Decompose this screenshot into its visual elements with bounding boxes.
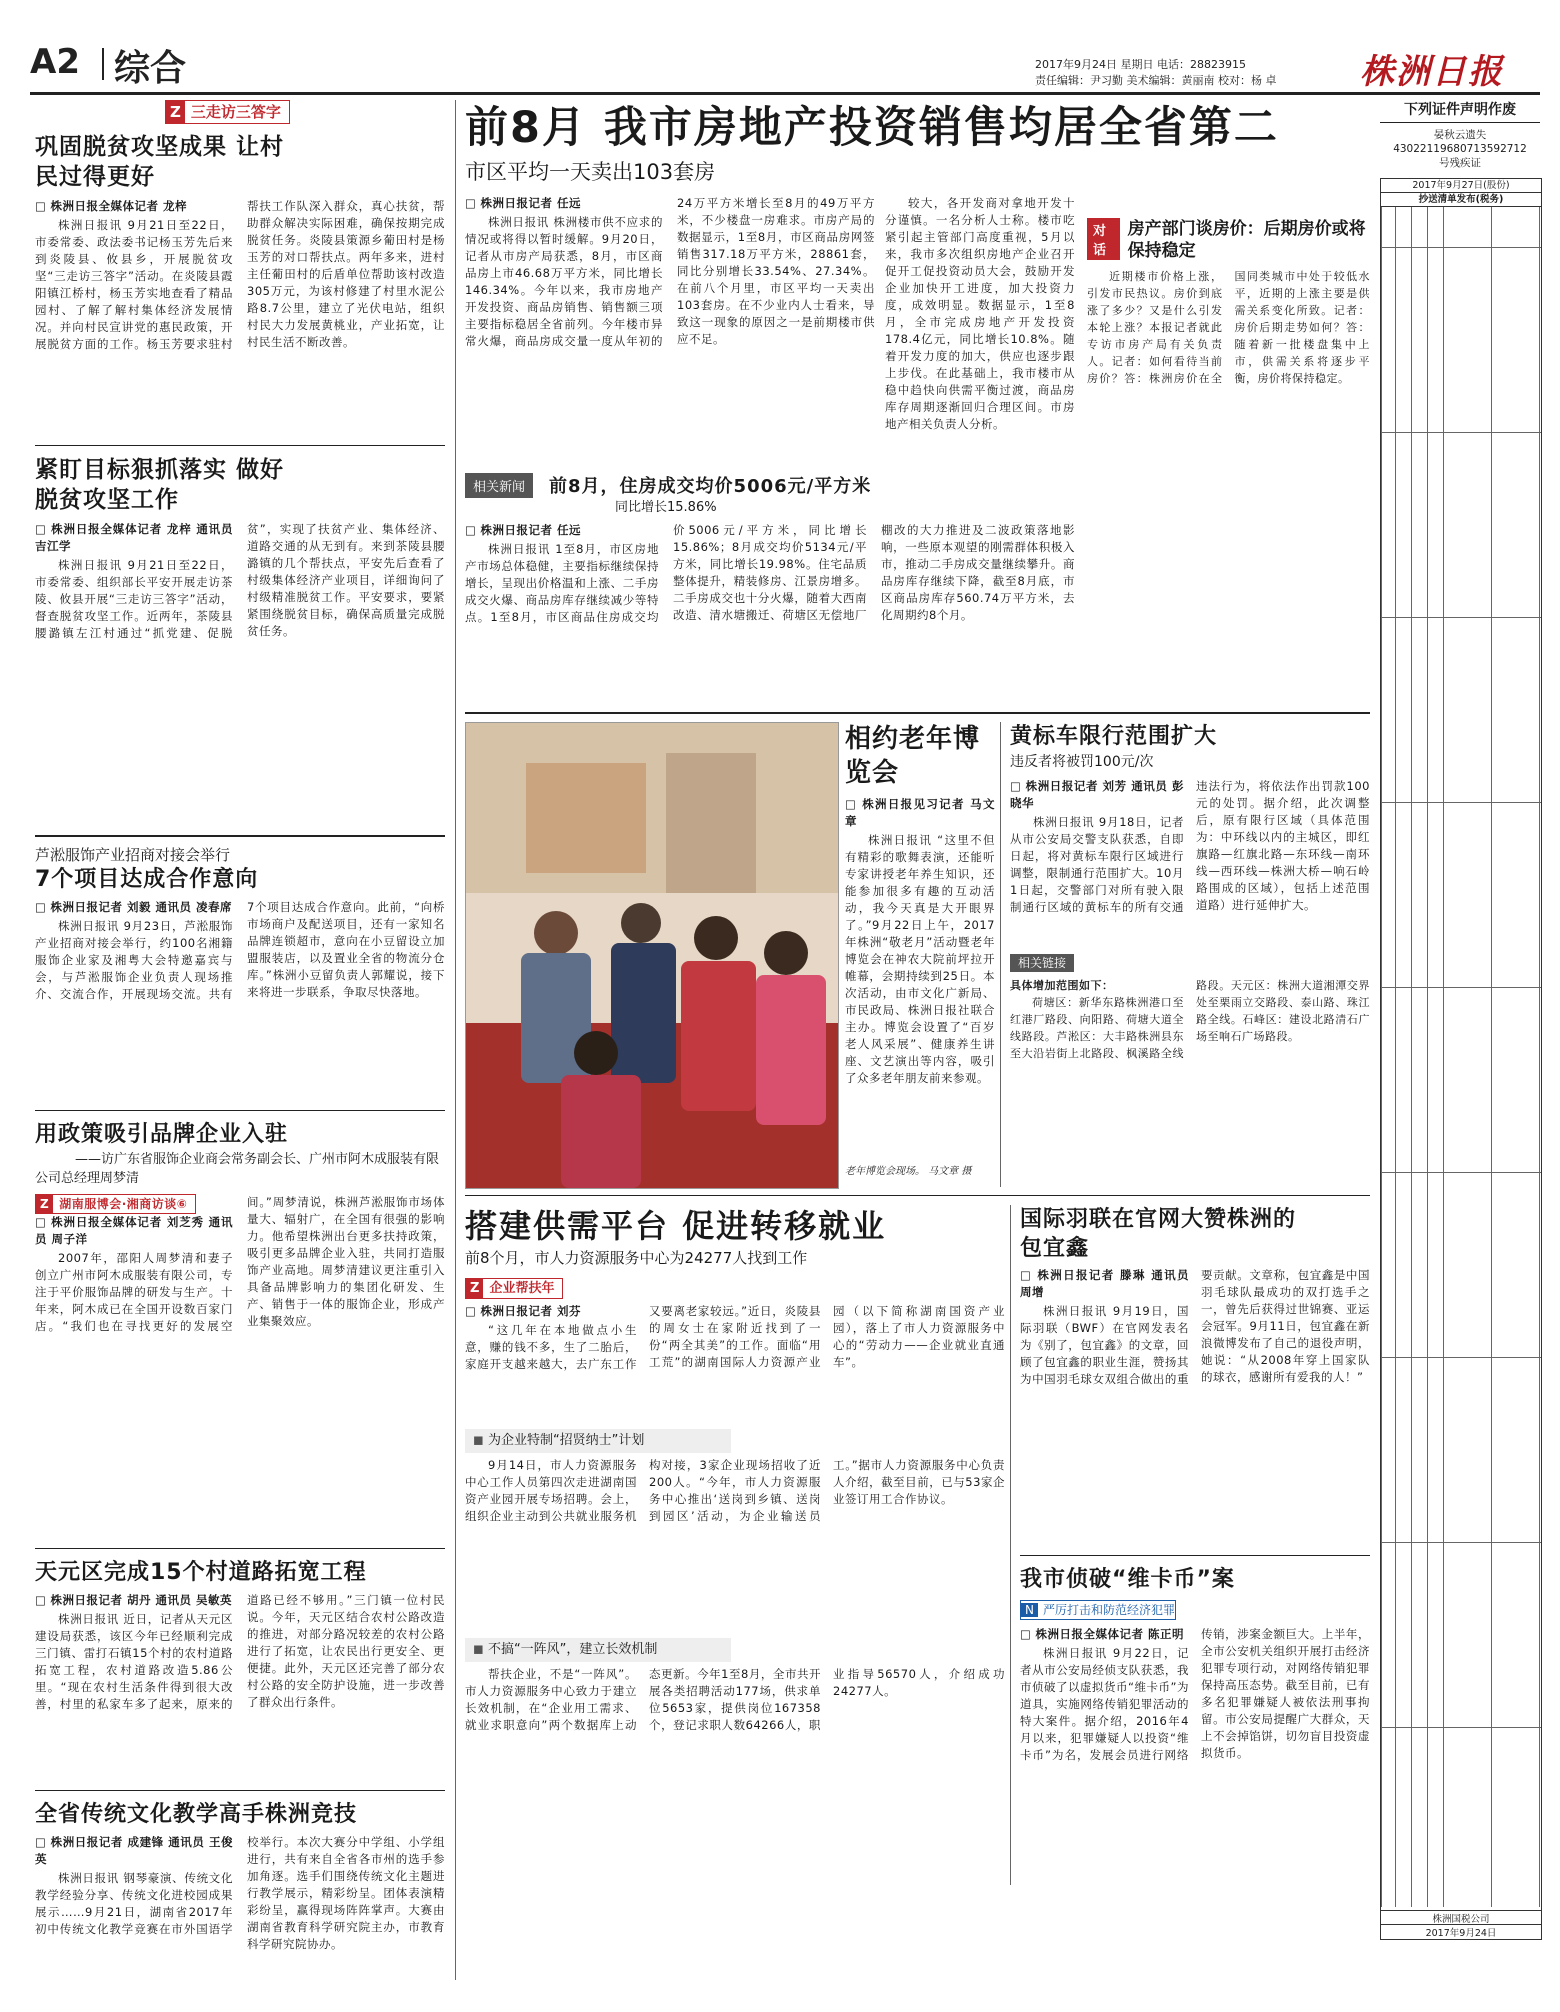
table-grid-line [1411,207,1412,1907]
article-jobs: 搭建供需平台 促进转移就业 前8个月，市人力资源服务中心为24277人找到工作 Z 企业帮扶年 □ 株洲日报记者 刘芬 “这几年在本地做点小生意，赚的钱不多，生了二胎后，家庭开支越来越大，去广东工作又要离老家较远。”近日，炎陵县的周女士在家附近找到了一份“两全其美”的工作。面临“用工荒”的湖南国际人力资源产业园（以下简称湖南国资产业园），落上了市人力资源服务中心的“劳动力——企业就业直通车”。 ◼ 为企业特制“招贤纳士”计划 9月14日，市人力资源服务中心工作人员第四次走进湖南国资产业园开展专场招聘。会上，组织企业主动到公共就业服务机构对接，3家企业现场招收了近200人。“今年，市人力资源服务中心推出‘送岗到乡镇、送岗到园区’活动，为企业输送员工。”据市人力资源服务中心负责人介绍，截至目前，已与53家企业签订用工合作协议。 ◼ 不搞“一阵风”，建立长效机制 帮扶企业，不是“一阵风”。市人力资源服务中心致力于建立长效机制，在“企业用工需求、就业求职意向”两个数据库上动态更新。今年1至8月，全市共开展各类招聘活动177场，供求单位5653家，提供岗位167358个，登记求职人数64266人，职业指导56570人，介绍成功24277人。 [465,1205,1005,1885]
table-grid-line [1381,1172,1541,1173]
related-sub: 同比增长15.86% [615,500,717,515]
right-sidebar [1380,100,1540,1980]
headline: 搭建供需平台 促进转移就业 [465,1207,887,1245]
header-rule [30,92,1540,95]
column-tag: Z 企业帮扶年 [465,1278,563,1299]
table-footer: 株洲国税公司 [1381,1910,1541,1925]
news-photo [465,722,839,1189]
table-heading: 抄送清单发布(税务) [1381,193,1541,207]
table-date: 2017年9月27日(股份) [1381,179,1541,193]
page-number: A2 [30,42,80,82]
jobs-sub1: ◼ 为企业特制“招贤纳士”计划 [465,1429,731,1453]
table-grid-line [1381,1357,1541,1358]
column-tag: Z 湖南服博会·湘商访谈⑥ [35,1194,196,1214]
bullet-icon: ◼ [473,1433,484,1448]
notice-body: 晏秋云遗失 43022119680713592712 号残疾证 [1393,129,1527,169]
notice-table [1380,178,1542,1940]
photo-story-body: 株洲日报讯 “这里不但有精彩的歌舞表演，还能听专家讲授老年养生知识，还能参加很多有趣的互动活动，我今天真是大开眼界了。”9月22日上午，2017年株洲“敬老月”活动暨老年博览会在神农大院前坪拉开帷幕，会期持续到25日。本次活动，由市文化广新局、市民政局、株洲日报社联合主办。博览会设置了“百岁老人风采展”、健康养生讲座、文艺演出等内容，吸引了众多老年朋友前来参观。 [845,833,995,1085]
article-body: 株洲日报讯 近日，记者从天元区建设局获悉，该区今年已经顺利完成三门镇、雷打石镇15个村的农村道路拓宽工程，农村道路改造5.86公里。“现在农村生活条件得到很大改善，村里的私家车多了起来，原来的道路已经不够用。”三门镇一位村民说。今年，天元区结合农村公路改造的推进，对部分路况较差的农村公路进行了拓宽，让农民出行更安全、更便捷。此外，天元区还完善了部分农村公路的安全防护设施，进一步改善了群众出行条件。 [35,1593,445,1711]
subheadline: 前8个月，市人力资源服务中心为24277人找到工作 [465,1249,808,1267]
editors-line: 责任编辑：尹习勤 美术编辑：黄丽南 校对：杨 卓 [1035,74,1277,87]
table-grid-line [1381,1542,1541,1543]
column-tag: Z 三走访三答字 [165,100,290,124]
table-grid-line [1381,432,1541,433]
article-poverty-a: Z 三走访三答字 巩固脱贫攻坚成果 让村民过得更好 □ 株洲日报全媒体记者 龙梓 株洲日报讯 9月21日至22日，市委常委、政法委书记杨玉芳先后来到炎陵县、攸县乡，开展脱贫攻坚“三走访三答字”活动。在炎陵县霞阳镇江桥村，杨玉芳实地查看了精品园村、了解了解村集体经济发展情况。并向村民宣讲党的惠民政策，开展脱贫方面的工作。杨玉芳要求驻村帮扶工作队深入群众，真心扶贫，帮助群众解决实际困难，确保按期完成脱贫任务。炎陵县策源乡葡田村是杨玉芳的对口帮扶点。两年多来，进村主任葡田村的后盾单位帮助该村改造305万元，为该村修建了村里水泥公路8.7公里，建立了光伏电站，组织村民大力发展黄桃业，产业拓宽，让村民生活不断改善。 [35,100,445,440]
bullet-icon: ◼ [473,1642,484,1657]
article-interview: 用政策吸引品牌企业入驻 ——访广东省服饰企业商会常务副会长、广州市阿木成服装有限公司总经理周梦清 Z 湖南服博会·湘商访谈⑥ □ 株洲日报全媒体记者 刘芝秀 通讯员 周子洋 2007年，邵阳人周梦清和妻子创立广州市阿木成服装有限公司，专注于平价服饰品牌的研发与生产。十年来，阿木成已在全国开设数百家门店。“我们也在寻找更好的发展空间。”周梦清说，株洲芦淞服饰市场体量大、辐射广，在全国有很强的影响力。他希望株洲出台更多扶持政策，吸引更多品牌企业入驻，共同打造服饰产业高地。周梦清建议更注重引入具备品牌影响力的集团化研发、生产、销售于一体的服饰企业，形成产业集聚效应。 [35,1120,445,1540]
column-tag: N 严厉打击和防范经济犯罪 [1020,1600,1176,1620]
kicker: 芦淞服饰产业招商对接会举行 [35,846,231,864]
headline: 用政策吸引品牌企业入驻 [35,1122,289,1147]
table-date-bottom: 2017年9月24日 [1381,1924,1541,1939]
article-body: 株洲日报讯 9月21日至22日，市委常委、政法委书记杨玉芳先后来到炎陵县、攸县乡，开展脱贫攻坚“三走访三答字”活动。在炎陵县霞阳镇江桥村，杨玉芳实地查看了精品园村、了解了解村集体经济发展情况。并向村民宣讲党的惠民政策，开展脱贫方面的工作。杨玉芳要求驻村帮扶工作队深入群众，真心扶贫，帮助群众解决实际困难，确保按期完成脱贫任务。炎陵县策源乡葡田村是杨玉芳的对口帮扶点。两年多来，进村主任葡田村的后盾单位帮助该村改造305万元，为该村修建了村里水泥公路8.7公里，建立了光伏电站，组织村民大力发展黄桃业，产业拓宽，让村民生活不断改善。 [35,199,445,351]
photo-story-text: 相约老年博览会 □ 株洲日报见习记者 马文章 株洲日报讯 “这里不但有精彩的歌舞表演，还能听专家讲授老年养生知识，还能参加很多有趣的互动活动，我今天真是大开眼界了。”9月22日上午，2017年株洲“敬老月”活动暨老年博览会在神农大院前坪拉开帷幕，会期持续到25日。本次活动，由市文化广新局、市民政局、株洲日报社联合主办。博览会设置了“百岁老人风采展”、健康养生讲座、文艺演出等内容，吸引了众多老年朋友前来参观。 老年博览会现场。 马文章 摄 [845,722,995,1187]
lead-subhead: 市区平均一天卖出103套房 [465,160,716,184]
headline: 天元区完成15个村道路拓宽工程 [35,1560,367,1585]
table-grid-line [1381,617,1541,618]
related-news: 相关新闻 前8月，住房成交均价5006元/平方米 同比增长15.86% □ 株洲日报记者 任远 株洲日报讯 1至8月，市区房地产市场总体稳健，主要指标继续保持增长，呈现出价格温和上涨、二手房成交火爆、商品房库存继续减少等特点。1至8月，市区商品住房成交均价5006元/平方米，同比增长15.86%；8月成交均价5134元/平方米，同比增长19.98%。住宅品质整体提升，精装修房、江景房增多。二手房成交也十分火爆，随着大西南改造、清水塘搬迁、荷塘区无偿地厂棚改的大力推进及二波政策落地影响，一些原本观望的刚需群体积极入市，推动二手房成交量继续攀升。商品房库存继续下降，截至8月底，市区商品房库存560.74万平方米，去化周期约8个月。 [465,472,1075,700]
headline: 紧盯目标狠抓落实 做好脱贫攻坚工作 [35,457,285,513]
article-body: 株洲日报讯 9月22日，记者从市公安局经侦支队获悉，我市侦破了以虚拟货币“维卡币”为道具，实施网络传销犯罪活动的特大案件。据介绍，2016年4月以来，犯罪嫌疑人以投资“维卡币”为名，发展会员进行网络传销，涉案金额巨大。上半年，全市公安机关组织开展打击经济犯罪专项行动，对网络传销犯罪保持高压态势。截至目前，已有多名犯罪嫌疑人被依法刑事拘留。市公安局提醒广大群众，天上不会掉馅饼，切勿盲目投资虚拟货币。 [1020,1627,1370,1762]
dialogue-box [1087,218,1370,678]
related-link-tag: 相关链接 [1010,954,1074,972]
table-grid-line [1539,207,1540,1907]
link-body: 荷塘区：新华东路株洲港口至红港厂路段、向阳路、荷塘大道全线路段。芦淞区：大丰路株洲县东至大沿岩街上北路段、枫溪路全线路段。天元区：株洲大道湘潭交界处至栗雨立交路段、泰山路、珠江路全线。石峰区：建设北路清石广场至响石广场路段。 [1010,979,1370,1060]
paper-name-logo: 株洲日报 [1360,52,1504,92]
article-traffic: 黄标车限行范围扩大 违反者将被罚100元/次 □ 株洲日报记者 刘芳 通讯员 彭晓华 株洲日报讯 9月18日，记者从市公安局交警支队获悉，自即日起，将对黄标车限行区域进行调整，限制通行范围扩大。10月1日起，交警部门对所有驶入限制通行区域的黄标车的所有交通违法行为，将依法作出罚款100元的处罚。据介绍，此次调整后，原有限行区域（具体范围为：中环线以内的主城区，即红旗路—红旗北路—东环线—南环线—西环线—株洲大桥—响石岭路围成的区域），包括上述范围道路）进行延伸扩大。 相关链接 具体增加范围如下： 荷塘区：新华东路株洲港口至红港厂路段、向阳路、荷塘大道全线路段。芦淞区：大丰路株洲县东至大沿岩街上北路段、枫溪路全线路段。天元区：株洲大道湘潭交界处至栗雨立交路段、泰山路、珠江路全线。石峰区：建设北路清石广场至响石广场路段。 [1010,722,1370,1187]
lead-story: 前8月 我市房地产投资销售均居全省第二 市区平均一天卖出103套房 □ 株洲日报记者 任远 株洲日报讯 株洲楼市供不应求的情况或将得以暂时缓解。9月20日，记者从市房产局获悉，8月，市区商品房上市46.68万平方米，同比增长146.34%。今年以来，我市房地产开发投资、商品房销售、销售额三项主要指标稳居全省前列。今年楼市异常火爆，商品房成交量一度从年初的24万平方米增长至8月的49万平方米，不少楼盘一房难求。市房产局的数据显示，1至8月，市区商品房网签销售317.18万平方米，28861套，同比分别增长33.54%、27.34%。在前八个月里，市区平均一天卖出103套房。在不少业内人士看来，导致这一现象的原因之一是前期楼市供应不足。 较大，各开发商对拿地开发十分谨慎。一名分析人士称。楼市吃紧引起主管部门高度重视，5月以来，我市多次组织房地产企业召开促开工促投资动员大会，鼓励开发企业加快开工进度，加大投资力度，成效明显。数据显示，1至8月，全市完成房地产开发投资178.4亿元，同比增长10.8%。随着开发力度的加大，供应也逐步跟上步伐。在此基础上，我市楼市从稳中趋快向供需平衡过渡，商品房库存周期逐渐回归合理区间。市房地产相关负责人分析。 对话 房产部门谈房价：后期房价或将保持稳定 近期楼市价格上涨，引发市民热议。房价到底涨了多少？又是什么引发本轮上涨？本报记者就此专访市房产局有关负责人。记者：如何看待当前房价？答：株洲房价在全国同类城市中处于较低水平，近期的上涨主要是供需关系变化所致。记者：房价后期走势如何？答：随着新一批楼盘集中上市，供需关系将逐步平衡，房价将保持稳定。 相关新闻 前8月，住房成交均价5006元/平方米 同比增长15.86% □ 株洲日报记者 任远 株洲日报讯 1至8月，市区房地产市场总体稳健，主要指标继续保持增长，呈现出价格温和上涨、二手房成交火爆、商品房库存继续减少等特点。1至8月，市区商品住房成交均价5006元/平方米，同比增长15.86%；8月成交均价5134元/平方米，同比增长19.98%。住宅品质整体提升，精装修房、江景房增多。二手房成交也十分火爆，随着大西南改造、清水塘搬迁、荷塘区无偿地厂棚改的大力推进及二波政策落地影响，一些原本观望的刚需群体积极入市，推动二手房成交量继续攀升。商品房库存继续下降，截至8月底，市区商品房库存560.74万平方米，去化周期约8个月。 [465,100,1370,700]
page-header [30,40,1540,90]
dialogue-title: 房产部门谈房价：后期房价或将保持稳定 [1127,219,1366,261]
notice-title: 下列证件声明作废 [1404,102,1516,118]
article-police: 我市侦破“维卡币”案 N 严厉打击和防范经济犯罪 □ 株洲日报全媒体记者 陈正明 株洲日报讯 9月22日，记者从市公安局经侦支队获悉，我市侦破了以虚拟货币“维卡币”为道具，实施网络传销犯罪活动的特大案件。据介绍，2016年4月以来，犯罪嫌疑人以投资“维卡币”为名，发展会员进行网络传销，涉案金额巨大。上半年，全市公安机关组织开展打击经济犯罪专项行动，对网络传销犯罪保持高压态势。截至目前，已有多名犯罪嫌疑人被依法刑事拘留。市公安局提醒广大群众，天上不会掉馅饼，切勿盲目投资虚拟货币。 [1020,1565,1370,1885]
table-grid-line [1491,207,1492,1907]
article-body: 2007年，邵阳人周梦清和妻子创立广州市阿木成服装有限公司，专注于平价服饰品牌的研发与生产。十年来，阿木成已在全国开设数百家门店。“我们也在寻找更好的发展空间。”周梦清说，株洲芦淞服饰市场体量大、辐射广，在全国有很强的影响力。他希望株洲出台更多扶持政策，吸引更多品牌企业入驻，共同打造服饰产业高地。周梦清建议更注重引入具备品牌影响力的集团化研发、生产、销售于一体的服饰企业，形成产业集聚效应。 [35,1195,445,1333]
lead-body-2: 较大，各开发商对拿地开发十分谨慎。一名分析人士称。楼市吃紧引起主管部门高度重视，5月以来，我市多次组织房地产企业召开促开工促投资动员大会，鼓励开发企业加快开工进度，加大投资力度，成效明显。数据显示，1至8月，全市完成房地产开发投资178.4亿元，同比增长10.8%。随着开发力度的加大，供应也逐步跟上步伐。在此基础上，我市楼市从稳中趋快向供需平衡过渡，商品房库存周期逐渐回归合理区间。市房地产相关负责人分析。 [885,196,1075,431]
article-culture: 全省传统文化教学高手株洲竞技 □ 株洲日报记者 成建锋 通讯员 王俊英 株洲日报讯 钢琴豪演、传统文化教学经验分享、传统文化进校园成果展示……9月21日，湖南省2017年初中传统文化教学竞赛在市外国语学校举行。本次大赛分中学组、小学组进行，共有来自全省各市州的选手参加角逐。选手们围绕传统文化主题进行教学展示，精彩纷呈。团体表演精彩纷呈，赢得现场阵阵掌声。大赛由湖南省教育科学研究院主办，市教育科学研究院协办。 [35,1800,445,1980]
table-grid-line [1381,802,1541,803]
headline: 7个项目达成合作意向 [35,867,259,892]
table-grid-line [1381,247,1541,248]
photo-story-headline: 相约老年博览会 [845,724,981,788]
article-body-2: 9月14日，市人力资源服务中心工作人员第四次走进湖南国资产业园开展专场招聘。会上，组织企业主动到公共就业服务机构对接，3家企业现场招收了近200人。“今年，市人力资源服务中心推出‘送岗到乡镇、送岗到园区’活动，为企业输送员工。”据市人力资源服务中心负责人介绍，截至目前，已与53家企业签订用工合作协议。 [465,1458,1005,1523]
photo-caption: 老年博览会现场。 马文章 摄 [845,1166,972,1177]
table-grid-line [1395,207,1396,1907]
left-column [35,100,445,1980]
lead-headline: 前8月 我市房地产投资销售均居全省第二 [465,103,1279,153]
headline: 黄标车限行范围扩大 [1010,724,1218,749]
table-grid-line [1381,207,1382,1907]
section-title: 综合 [114,48,187,89]
headline: 巩固脱贫攻坚成果 让村民过得更好 [35,134,285,190]
headline: 我市侦破“维卡币”案 [1020,1567,1235,1592]
article-body: 株洲日报讯 钢琴豪演、传统文化教学经验分享、传统文化进校园成果展示……9月21日，湖南省2017年初中传统文化教学竞赛在市外国语学校举行。本次大赛分中学组、小学组进行，共有来自全省各市州的选手参加角逐。选手们围绕传统文化主题进行教学展示，精彩纷呈。团体表演精彩纷呈，赢得现场阵阵掌声。大赛由湖南省教育科学研究院主办，市教育科学研究院协办。 [35,1835,445,1951]
related-title: 前8月，住房成交均价5006元/平方米 [549,476,872,497]
related-body: 株洲日报讯 1至8月，市区房地产市场总体稳健，主要指标继续保持增长，呈现出价格温和上涨、二手房成交火爆、商品房库存继续减少等特点。1至8月，市区商品住房成交均价5006元/平方米，同比增长15.86%；8月成交均价5134元/平方米，同比增长19.98%。住宅品质整体提升，精装修房、江景房增多。二手房成交也十分火爆，随着大西南改造、清水塘搬迁、荷塘区无偿地厂棚改的大力推进及二波政策落地影响，一些原本观望的刚需群体积极入市，推动二手房成交量继续攀升。商品房库存继续下降，截至8月底，市区商品房库存560.74万平方米，去化周期约8个月。 [465,523,1075,624]
dialogue-body: 近期楼市价格上涨，引发市民热议。房价到底涨了多少？又是什么引发本轮上涨？本报记者就此专访市房产局有关负责人。记者：如何看待当前房价？答：株洲房价在全国同类城市中处于较低水平，近期的上涨主要是供需关系变化所致。记者：房价后期走势如何？答：随着新一批楼盘集中上市，供需关系将逐步平衡，房价将保持稳定。 [1087,270,1370,385]
table-grid-line [1381,987,1541,988]
article-body: 株洲日报讯 9月21日至22日，市委常委、组织部长平安开展走访茶陵、攸县开展“三走访三答字”活动，督查脱贫攻坚工作。近两年，茶陵县腰潞镇左江村通过“抓党建、促脱贫”，实现了扶贫产业、集体经济、道路交通的从无到有。来到茶陵县腰潞镇的几个帮扶点，平安先后查看了村级集体经济产业项目，详细询问了村级精准脱贫工作。平安要求，要紧紧围绕脱贫目标，确保高质量完成脱贫任务。 [35,522,445,640]
article-poverty-b: 紧盯目标狠抓落实 做好脱贫攻坚工作 □ 株洲日报全媒体记者 龙梓 通讯员 吉江学 株洲日报讯 9月21日至22日，市委常委、组织部长平安开展走访茶陵、攸县开展“三走访三答字”活动，督查脱贫攻坚工作。近两年，茶陵县腰潞镇左江村通过“抓党建、促脱贫”，实现了扶贫产业、集体经济、道路交通的从无到有。来到茶陵县腰潞镇的几个帮扶点，平安先后查看了村级集体经济产业项目，详细询问了村级精准脱贫工作。平安要求，要紧紧围绕脱贫目标，确保高质量完成脱贫任务。 [35,455,445,825]
headline: 国际羽联在官网大赞株洲的包宜鑫 [1020,1207,1297,1261]
related-tag: 相关新闻 [465,473,533,498]
article-body: 株洲日报讯 9月23日，芦淞服饰产业招商对接会举行，约100名湘籍服饰企业家及湘粤大会特邀嘉宾与会，与芦淞服饰企业负责人现场推介、交流合作，开展现场交流。共有7个项目达成合作意向。此前，“向桥市场商户及配送项目，还有一家知名品牌连锁超市，意向在小豆留设立加盟服装店，以及置业全省的物流分仓库。”株洲小豆留负责人郭耀说，接下来将进一步联系，争取尽快落地。 [35,900,445,1001]
article-lusong: 芦淞服饰产业招商对接会举行 7个项目达成合作意向 □ 株洲日报记者 刘毅 通讯员 凌春席 株洲日报讯 9月23日，芦淞服饰产业招商对接会举行，约100名湘籍服饰企业家及湘粤大会特邀嘉宾与会，与芦淞服饰企业负责人现场推介、交流合作，开展现场交流。共有7个项目达成合作意向。此前，“向桥市场商户及配送项目，还有一家知名品牌连锁超市，意向在小豆留设立加盟服装店，以及置业全省的物流分仓库。”株洲小豆留负责人郭耀说，接下来将进一步联系，争取尽快落地。 [35,845,445,1105]
table-grid-line [1381,1727,1541,1728]
subheadline: 违反者将被罚100元/次 [1010,754,1154,770]
article-roads: 天元区完成15个村道路拓宽工程 □ 株洲日报记者 胡丹 通讯员 吴敏英 株洲日报讯 近日，记者从天元区建设局获悉，该区今年已经顺利完成三门镇、雷打石镇15个村的农村道路拓宽工程，农村道路改造5.86公里。“现在农村生活条件得到很大改善，村里的私家车多了起来，原来的道路已经不够用。”三门镇一位村民说。今年，天元区结合农村公路改造的推进，对部分路况较差的农村公路进行了拓宽，让农民出行更安全、更便捷。此外，天元区还完善了部分农村公路的安全防护设施，进一步改善了群众出行条件。 [35,1558,445,1783]
photo-image [466,723,838,1188]
link-title: 具体增加范围如下： [1010,979,1114,992]
article-body: 株洲日报讯 9月18日，记者从市公安局交警支队获悉，自即日起，将对黄标车限行区域进行调整，限制通行范围扩大。10月1日起，交警部门对所有驶入限制通行区域的黄标车的所有交通违法行为，将依法作出罚款100元的处罚。据介绍，此次调整后，原有限行区域（具体范围为：中环线以内的主城区，即红旗路—红旗北路—东环线—南环线—西环线—株洲大桥—响石岭路围成的区域），包括上述范围道路）进行延伸扩大。 [1010,779,1370,914]
table-grid-line [1427,207,1428,1907]
dialogue-tag: 对话 [1087,218,1120,260]
article-badminton: 国际羽联在官网大赞株洲的包宜鑫 □ 株洲日报记者 滕琳 通讯员 周增 株洲日报讯 9月19日，国际羽联（BWF）在官网发表名为《别了，包宜鑫》的文章，回顾了包宜鑫的职业生涯，赞扬其为中国羽毛球女双组合做出的重要贡献。文章称，包宜鑫是中国羽毛球队最成功的双打选手之一，曾先后获得过世锦赛、亚运会冠军。9月11日，包宜鑫在新浪微博发布了自己的退役声明，她说：“从2008年穿上国家队的球衣，感谢所有爱我的人！” [1020,1205,1370,1550]
jobs-sub2: ◼ 不搞“一阵风”，建立长效机制 [465,1638,731,1662]
lead-body-1: 株洲日报讯 株洲楼市供不应求的情况或将得以暂时缓解。9月20日，记者从市房产局获悉，8月，市区商品房上市46.68万平方米，同比增长146.34%。今年以来，我市房地产开发投资、商品房销售、销售额三项主要指标稳居全省前列。今年楼市异常火爆，商品房成交量一度从年初的24万平方米增长至8月的49万平方米，不少楼盘一房难求。市房产局的数据显示，1至8月，市区商品房网签销售317.18万平方米，28861套，同比分别增长33.54%、27.34%。在前八个月里，市区平均一天卖出103套房。在不少业内人士看来，导致这一现象的原因之一是前期楼市供应不足。 [465,196,875,348]
article-body: “这几年在本地做点小生意，赚的钱不多，生了二胎后，家庭开支越来越大，去广东工作又要离老家较远。”近日，炎陵县的周女士在家附近找到了一份“两全其美”的工作。面临“用工荒”的湖南国际人力资源产业园（以下简称湖南国资产业园），落上了市人力资源服务中心的“劳动力——企业就业直通车”。 [465,1304,1005,1371]
date-line: 2017年9月24日 星期日 电话：28823915 [1035,58,1246,71]
article-body-3: 帮扶企业，不是“一阵风”。市人力资源服务中心致力于建立长效机制，在“企业用工需求、就业求职意向”两个数据库上动态更新。今年1至8月，全市共开展各类招聘活动177场，供求单位5653家，提供岗位167358个，登记求职人数64266人，职业指导56570人，介绍成功24277人。 [465,1667,1005,1732]
table-rows [1381,207,1541,1907]
subheadline: ——访广东省服饰企业商会常务副会长、广州市阿木成服装有限公司总经理周梦清 [35,1152,440,1186]
headline: 全省传统文化教学高手株洲竞技 [35,1802,358,1827]
table-grid-line [1443,207,1444,1907]
article-body: 株洲日报讯 9月19日，国际羽联（BWF）在官网发表名为《别了，包宜鑫》的文章，回顾了包宜鑫的职业生涯，赞扬其为中国羽毛球女双组合做出的重要贡献。文章称，包宜鑫是中国羽毛球队最成功的双打选手之一，曾先后获得过世锦赛、亚运会冠军。9月11日，包宜鑫在新浪微博发布了自己的退役声明，她说：“从2008年穿上国家队的球衣，感谢所有爱我的人！” [1020,1268,1370,1386]
